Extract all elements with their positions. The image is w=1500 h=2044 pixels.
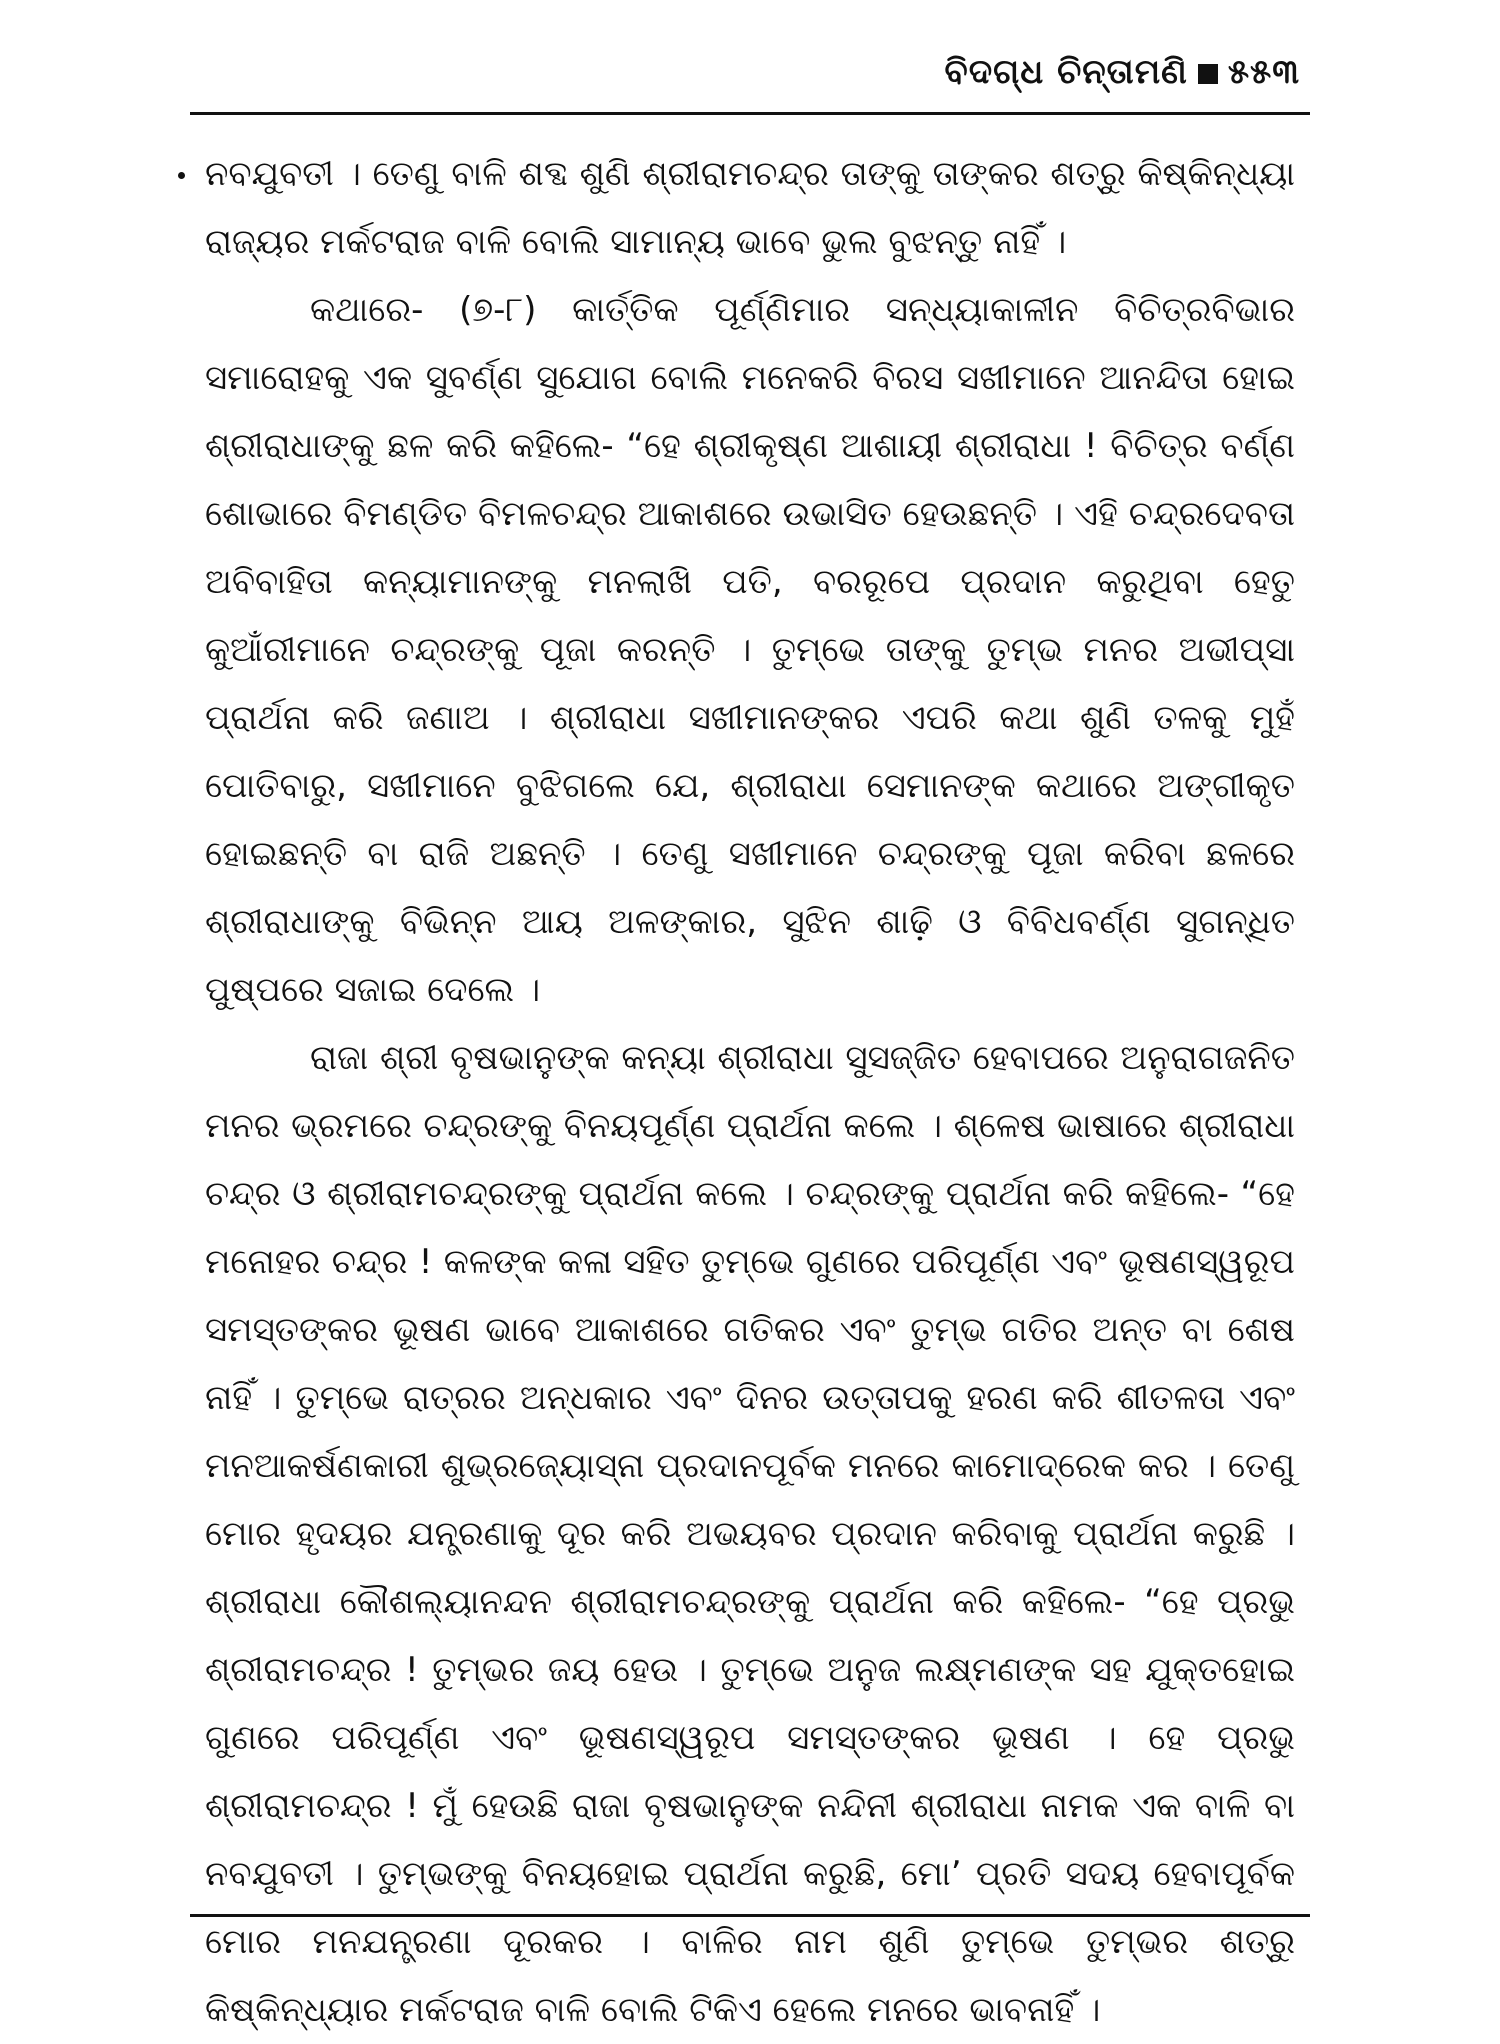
running-header (945, 52, 1300, 92)
margin-dot (178, 172, 185, 179)
square-separator-icon (1198, 64, 1218, 84)
header-rule (190, 112, 1310, 115)
book-title: ବିଦଗ୍ଧ ଚିନ୍ତାମଣି (944, 52, 1188, 92)
paragraph-3: ରାଜା ଶ୍ରୀ ବୃଷଭାନୁଙ୍କ କନ୍ୟା ଶ୍ରୀରାଧା ସୁସଜ୍ଜିତ ହେବାପରେ ଅନୁରାଗଜନିତ ମନର ଭ୍ରମରେ ଚନ୍ଦ୍ରଙ୍କୁ ବିନୟପୂର୍ଣ୍ଣ ପ୍ରାର୍ଥନା କଲେ । ଶ୍ଳେଷ ଭାଷାରେ ଶ୍ରୀରାଧା ଚନ୍ଦ୍ର ଓ ଶ୍ରୀରାମଚନ୍ଦ୍ରଙ୍କୁ ପ୍ରାର୍ଥନା କଲେ । ଚନ୍ଦ୍ରଙ୍କୁ ପ୍ରାର୍ଥନା କରି କହିଲେ- “ହେ ମନୋହର ଚନ୍ଦ୍ର ! କଳଙ୍କ କଳା ସହିତ ତୁମ୍ଭେ ଗୁଣରେ ପରିପୂର୍ଣ୍ଣ ଏବଂ ଭୂଷଣସ୍ୱରୂପ ସମସ୍ତଙ୍କର ଭୂଷଣ ଭାବେ ଆକାଶରେ ଗତିକର ଏବଂ ତୁମ୍ଭ ଗତିର ଅନ୍ତ ବା ଶେଷ ନାହିଁ । ତୁମ୍ଭେ ରାତ୍ରର ଅନ୍ଧକାର ଏବଂ ଦିନର ଉତ୍ତାପକୁ ହରଣ କରି ଶୀତଳତା ଏବଂ ମନଆକର୍ଷଣକାରୀ ଶୁଭ୍ରଜ୍ୟୋସ୍ନା ପ୍ରଦାନପୂର୍ବକ ମନରେ କାମୋଦ୍ରେକ କର । ତେଣୁ ମୋର ହୃଦୟର ଯନ୍ତ୍ରଣାକୁ ଦୂର କରି ଅଭୟବର ପ୍ରଦାନ କରିବାକୁ ପ୍ରାର୍ଥନା କରୁଛି । ଶ୍ରୀରାଧା କୌଶଲ୍ୟାନନ୍ଦନ ଶ୍ରୀରାମଚନ୍ଦ୍ରଙ୍କୁ ପ୍ରାର୍ଥନା କରି କହିଲେ- “ହେ ପ୍ରଭୁ ଶ୍ରୀରାମଚନ୍ଦ୍ର ! ତୁମ୍ଭର ଜୟ ହେଉ । ତୁମ୍ଭେ ଅନୁଜ ଲକ୍ଷ୍ମଣଙ୍କ ସହ ଯୁକ୍ତହୋଇ ଗୁଣରେ ପରିପୂର୍ଣ୍ଣ ଏବଂ ଭୂଷଣସ୍ୱରୂପ ସମସ୍ତଙ୍କର ଭୂଷଣ । ହେ ପ୍ରଭୁ ଶ୍ରୀରାମଚନ୍ଦ୍ର ! ମୁଁ ହେଉଛି ରାଜା ବୃଷଭାନୁଙ୍କ ନନ୍ଦିନୀ ଶ୍ରୀରାଧା ନାମକ ଏକ ବାଳି ବା ନବଯୁବତୀ । ତୁମ୍ଭଙ୍କୁ ବିନୟହୋଇ ପ୍ରାର୍ଥନା କରୁଛି, ମୋ’ ପ୍ରତି ସଦୟ ହେବାପୂର୍ବକ ମୋର ମନଯନ୍ତ୍ରଣା ଦୂରକର । ବାଳିର ନାମ ଶୁଣି ତୁମ୍ଭେ ତୁମ୍ଭର ଶତ୍ରୁ କିଷ୍କିନ୍ଧ୍ୟାର ମର୍କଟରାଜ ବାଳି ବୋଲି ଟିକିଏ ହେଲେ ମନରେ ଭାବନାହିଁ । (205, 1038, 1295, 2030)
paragraph-1: ନବଯୁବତୀ । ତେଣୁ ବାଳି ଶବ୍ଦ ଶୁଣି ଶ୍ରୀରାମଚନ୍ଦ୍ର ତାଙ୍କୁ ତାଙ୍କର ଶତ୍ରୁ କିଷ୍କିନ୍ଧ୍ୟା ରାଜ୍ୟର ମର୍କଟରାଜ ବାଳି ବୋଲି ସାମାନ୍ୟ ଭାବେ ଭୁଲ ବୁଝନ୍ତୁ ନାହିଁ । (205, 154, 1295, 262)
body-text (205, 140, 1295, 2044)
footer-rule (190, 1914, 1310, 1917)
page-number: ୫୫୩ (1227, 52, 1300, 92)
paragraph-2: କଥାରେ- (୭-୮) କାର୍ତ୍ତିକ ପୂର୍ଣ୍ଣିମାର ସନ୍ଧ୍ୟାକାଳୀନ ବିଚିତ୍ରବିଭାର ସମାରୋହକୁ ଏକ ସୁବର୍ଣ୍ଣ ସୁଯୋଗ ବୋଲି ମନେକରି ବିରସ ସଖୀମାନେ ଆନନ୍ଦିତା ହୋଇ ଶ୍ରୀରାଧାଙ୍କୁ ଛଳ କରି କହିଲେ- “ହେ ଶ୍ରୀକୃଷ୍ଣ ଆଶାୟୀ ଶ୍ରୀରାଧା ! ବିଚିତ୍ର ବର୍ଣ୍ଣ ଶୋଭାରେ ବିମଣ୍ଡିତ ବିମଳଚନ୍ଦ୍ର ଆକାଶରେ ଉଭାସିତ ହେଉଛନ୍ତି । ଏହି ଚନ୍ଦ୍ରଦେବତା ଅବିବାହିତା କନ୍ୟାମାନଙ୍କୁ ମନଲାଖି ପତି, ବରରୂପେ ପ୍ରଦାନ କରୁଥିବା ହେତୁ କୁଆଁରୀମାନେ ଚନ୍ଦ୍ରଙ୍କୁ ପୂଜା କରନ୍ତି । ତୁମ୍ଭେ ତାଙ୍କୁ ତୁମ୍ଭ ମନର ଅଭୀପ୍ସା ପ୍ରାର୍ଥନା କରି ଜଣାଅ । ଶ୍ରୀରାଧା ସଖୀମାନଙ୍କର ଏପରି କଥା ଶୁଣି ତଳକୁ ମୁହଁ ପୋତିବାରୁ, ସଖୀମାନେ ବୁଝିଗଲେ ଯେ, ଶ୍ରୀରାଧା ସେମାନଙ୍କ କଥାରେ ଅଙ୍ଗୀକୃତ ହୋଇଛନ୍ତି ବା ରାଜି ଅଛନ୍ତି । ତେଣୁ ସଖୀମାନେ ଚନ୍ଦ୍ରଙ୍କୁ ପୂଜା କରିବା ଛଳରେ ଶ୍ରୀରାଧାଙ୍କୁ ବିଭିନ୍ନ ଆୟ ଅଳଙ୍କାର, ସୁଝିନ ଶାଢ଼ି ଓ ବିବିଧବର୍ଣ୍ଣ ସୁଗନ୍ଧିତ ପୁଷ୍ପରେ ସଜାଇ ଦେଲେ । (205, 290, 1295, 1010)
